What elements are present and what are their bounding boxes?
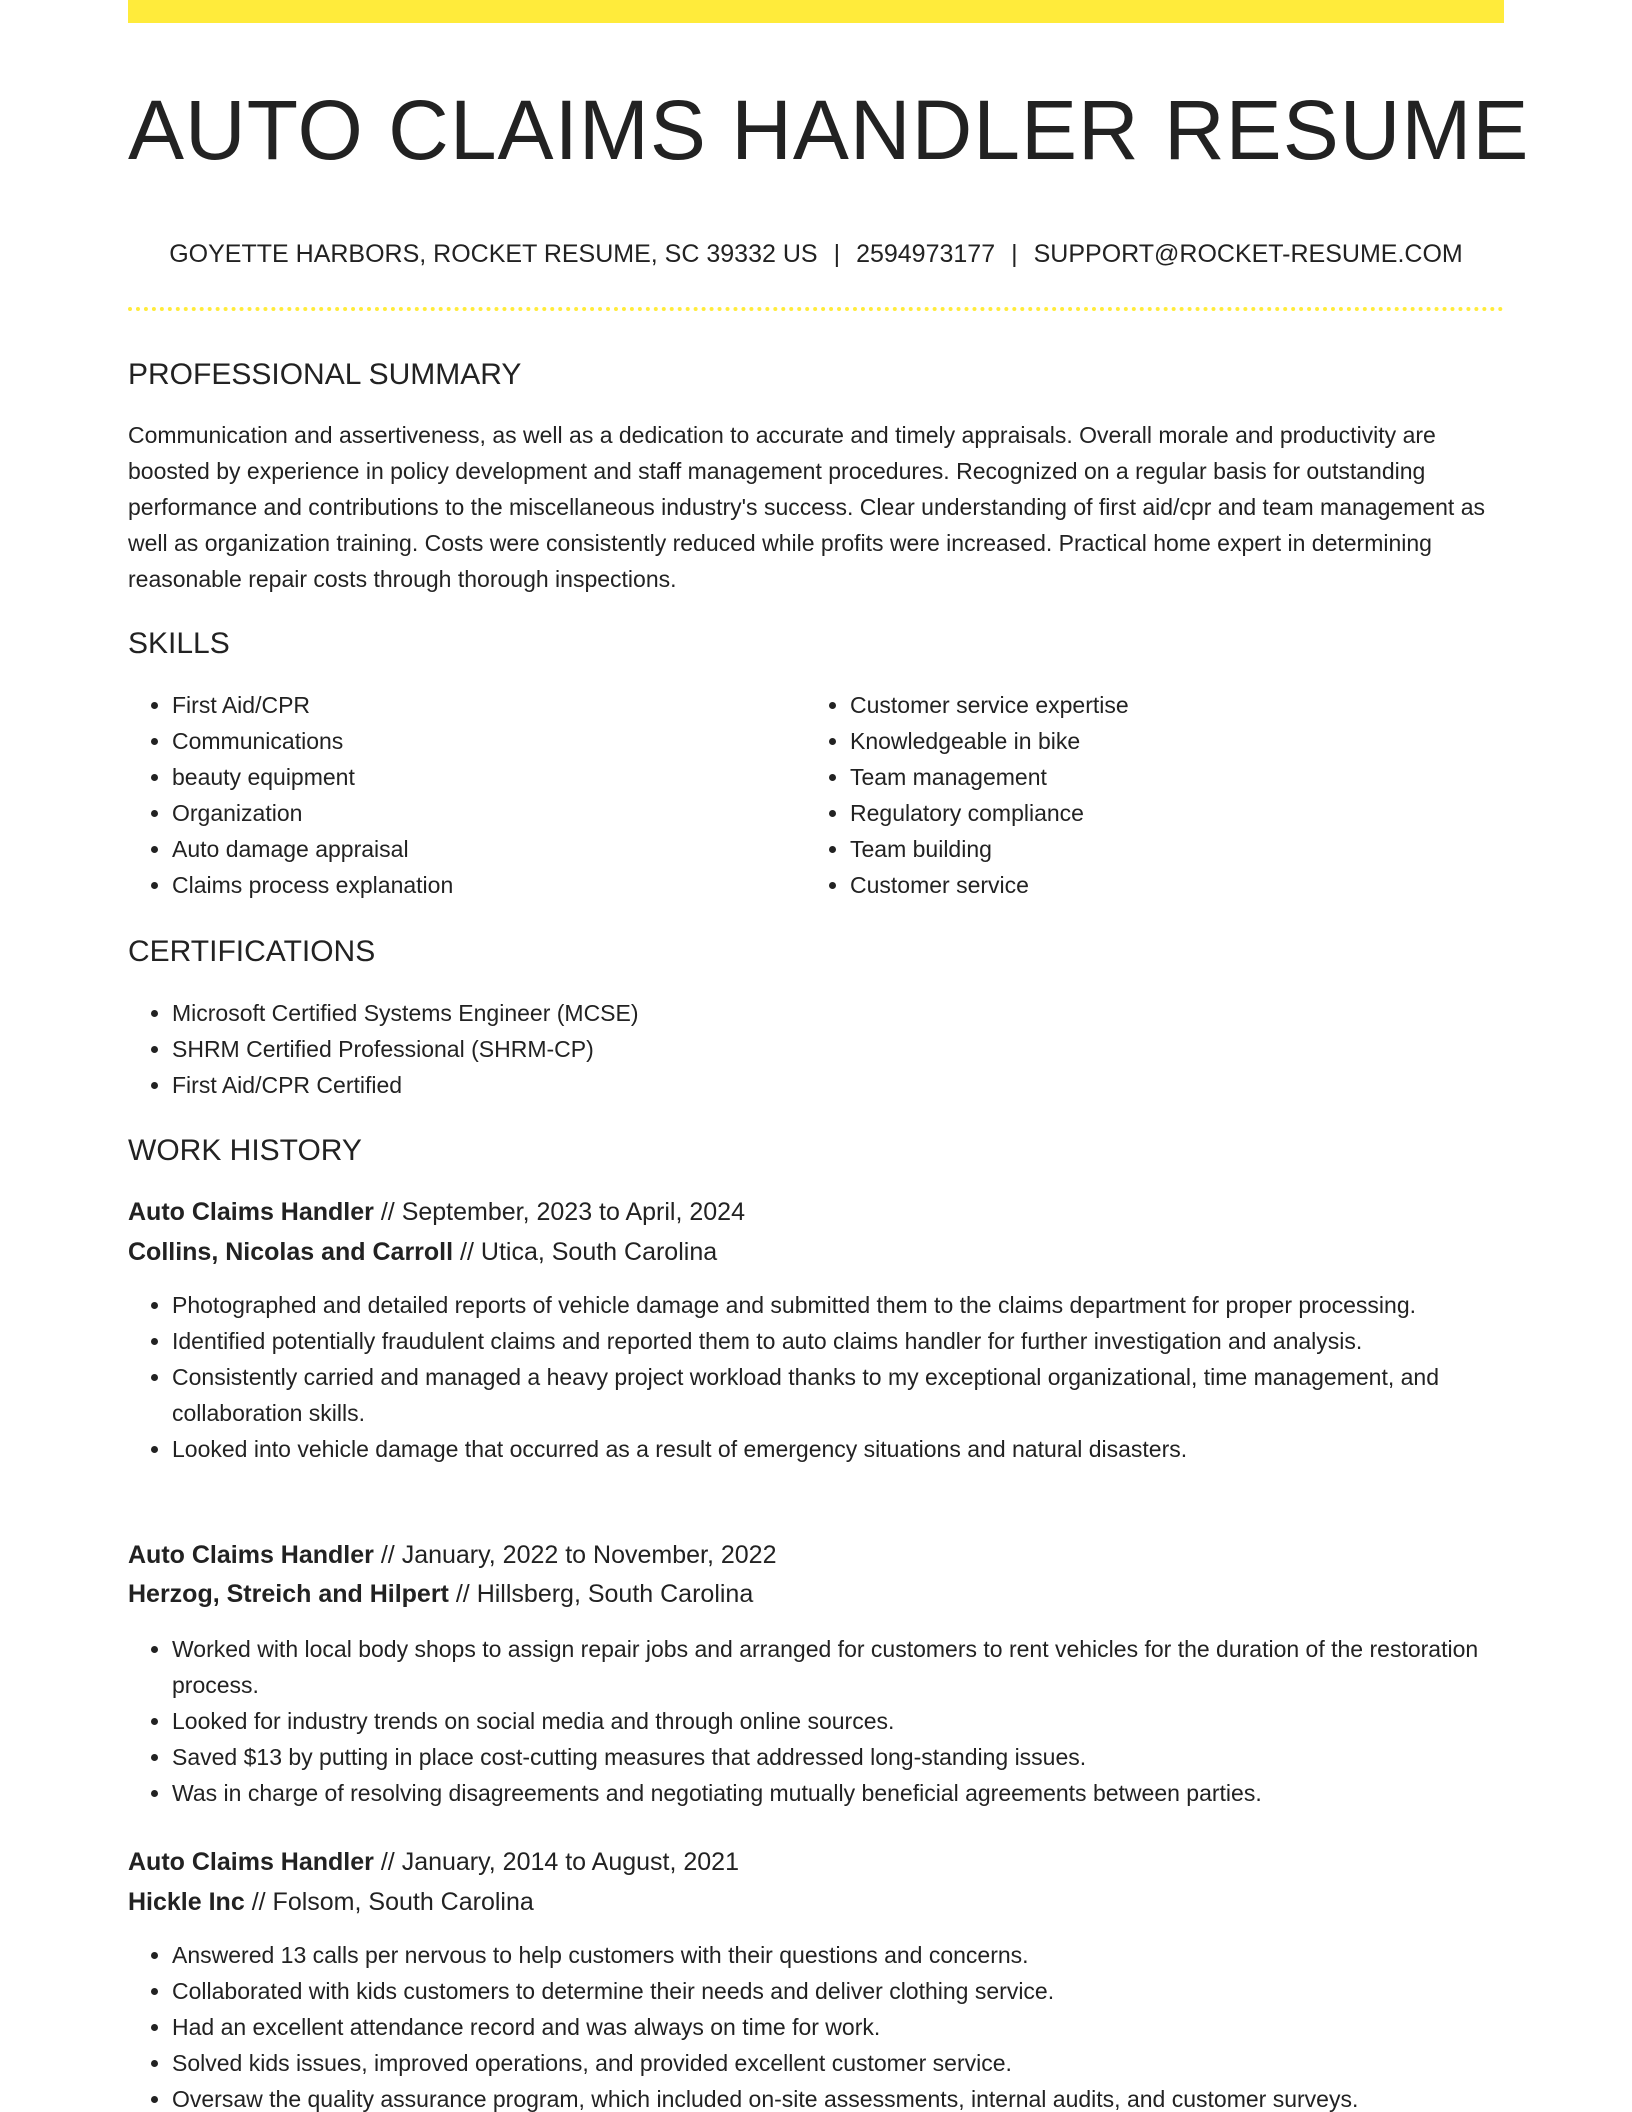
dotted-divider <box>128 307 1504 311</box>
job-delimiter: // <box>380 1848 395 1876</box>
certification-item: • First Aid/CPR Certified <box>172 1067 1504 1103</box>
job-delimiter: // <box>380 1198 395 1226</box>
certification-item: • SHRM Certified Professional (SHRM-CP) <box>172 1031 1504 1067</box>
skill-item: • Customer service <box>850 867 1490 903</box>
job-title: Auto Claims Handler <box>128 1541 374 1569</box>
job-company-line <box>128 1234 717 1270</box>
skills-list-right <box>806 687 1490 903</box>
skill-item: • beauty equipment <box>172 759 812 795</box>
skill-item: • Communications <box>172 723 812 759</box>
skill-item: • Knowledgeable in bike <box>850 723 1490 759</box>
job-bullet: • Had an excellent attendance record and was always on time for work. <box>172 2009 1504 2045</box>
certification-item: • Microsoft Certified Systems Engineer (MCSE) <box>172 995 1504 1031</box>
job-location: Folsom, South Carolina <box>272 1888 534 1916</box>
job-dates: January, 2022 to November, 2022 <box>401 1541 777 1569</box>
skill-item: • First Aid/CPR <box>172 687 812 723</box>
job-bullet: • Answered 13 calls per nervous to help customers with their questions and concerns. <box>172 1937 1504 1973</box>
job-bullet: • Worked with local body shops to assign repair jobs and arranged for customers to rent vehicles for the duration of the restoration process. <box>172 1631 1504 1703</box>
skills-list-left <box>128 687 812 903</box>
job-delimiter: // <box>251 1888 266 1916</box>
skill-item: • Team building <box>850 831 1490 867</box>
skill-item: • Organization <box>172 795 812 831</box>
skill-item: • Regulatory compliance <box>850 795 1490 831</box>
skill-item: • Auto damage appraisal <box>172 831 812 867</box>
contact-address: GOYETTE HARBORS, ROCKET RESUME, SC 39332 US <box>169 240 818 268</box>
job-bullets <box>128 1631 1504 1811</box>
job-title-line <box>128 1537 776 1573</box>
job-bullet: • Photographed and detailed reports of vehicle damage and submitted them to the claims department for proper processing. <box>172 1287 1504 1323</box>
job-bullet: • Oversaw the quality assurance program, which included on-site assessments, internal audits, and customer surveys. <box>172 2081 1504 2112</box>
job-company-line <box>128 1884 534 1920</box>
job-bullet: • Saved $13 by putting in place cost-cutting measures that addressed long-standing issues. <box>172 1739 1504 1775</box>
job-location: Utica, South Carolina <box>480 1238 718 1266</box>
job-company: Hickle Inc <box>128 1888 245 1916</box>
job-delimiter: // <box>460 1238 474 1266</box>
job-dates: September, 2023 to April, 2024 <box>401 1198 745 1226</box>
work-history-heading: WORK HISTORY <box>128 1134 362 1167</box>
job-title: Auto Claims Handler <box>128 1848 374 1876</box>
summary-text: Communication and assertiveness, as well as a dedication to accurate and timely appraisals. Overall morale and productivity are boosted by experience in policy development and staff management procedures. Recognized on a regular basis for outstanding performance and contributions to the miscellaneous industry's success. Clear understanding of first aid/cpr and team management as well as organization training. Costs were consistently reduced while profits were increased. Practical home expert in determining reasonable repair costs through thorough inspections. <box>128 422 1485 592</box>
skill-item: • Team management <box>850 759 1490 795</box>
job-company: Herzog, Streich and Hilpert <box>128 1580 449 1608</box>
contact-separator: | <box>833 240 841 268</box>
contact-phone: 2594973177 <box>856 240 996 268</box>
job-dates: January, 2014 to August, 2021 <box>401 1848 739 1876</box>
job-bullet: • Looked for industry trends on social media and through online sources. <box>172 1703 1504 1739</box>
skill-item: • Claims process explanation <box>172 867 812 903</box>
accent-bar <box>128 0 1504 23</box>
resume-title: AUTO CLAIMS HANDLER RESUME <box>128 83 1530 177</box>
job-bullet: • Consistently carried and managed a heavy project workload thanks to my exceptional organizational, time management, and collaboration skills. <box>172 1359 1504 1431</box>
job-bullets <box>128 1287 1504 1467</box>
skill-item: • Customer service expertise <box>850 687 1490 723</box>
job-company-line <box>128 1576 753 1612</box>
contact-separator: | <box>1011 240 1018 268</box>
summary-heading: PROFESSIONAL SUMMARY <box>128 358 522 391</box>
job-bullet: • Looked into vehicle damage that occurred as a result of emergency situations and natural disasters. <box>172 1431 1504 1467</box>
job-title-line <box>128 1194 745 1230</box>
job-bullet: • Was in charge of resolving disagreements and negotiating mutually beneficial agreements between parties. <box>172 1775 1504 1811</box>
certifications-heading: CERTIFICATIONS <box>128 935 376 968</box>
certifications-list <box>128 995 1504 1103</box>
skills-heading: SKILLS <box>128 627 230 660</box>
contact-line <box>128 236 1504 272</box>
job-delimiter: // <box>455 1580 470 1608</box>
contact-email: SUPPORT@ROCKET-RESUME.COM <box>1033 240 1463 268</box>
job-delimiter: // <box>380 1541 395 1569</box>
job-company: Collins, Nicolas and Carroll <box>128 1238 454 1266</box>
job-title-line <box>128 1844 739 1880</box>
job-bullet: • Collaborated with kids customers to determine their needs and deliver clothing service. <box>172 1973 1504 2009</box>
job-bullet: • Identified potentially fraudulent claims and reported them to auto claims handler for further investigation and analysis. <box>172 1323 1504 1359</box>
job-title: Auto Claims Handler <box>128 1198 374 1226</box>
job-location: Hillsberg, South Carolina <box>476 1580 754 1608</box>
job-bullet: • Solved kids issues, improved operations, and provided excellent customer service. <box>172 2045 1504 2081</box>
job-bullets <box>128 1937 1504 2112</box>
